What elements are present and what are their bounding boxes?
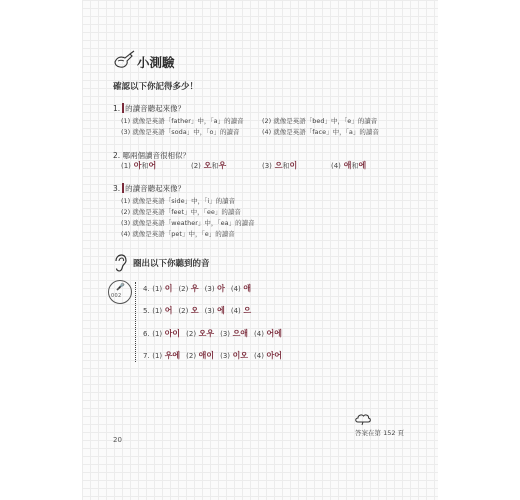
ear-icon <box>113 254 127 272</box>
q2-option-2[interactable]: (2) 오和우 <box>191 161 227 170</box>
audio-track-label: 002 <box>111 293 122 299</box>
q2-option-1[interactable]: (1) 아和어 <box>121 161 157 170</box>
page-title: 小測驗 <box>137 55 175 70</box>
q1-option-4[interactable]: (4) 就像是英語「face」中，「a」的讀音 <box>262 128 379 136</box>
listening-question-4: 4. (1) 이 (2) 우 (3) 아 (4) 애 <box>143 284 252 293</box>
listening-question-5: 5. (1) 어 (2) 오 (3) 에 (4) 으 <box>143 306 252 315</box>
q2-option-3[interactable]: (3) 으和이 <box>262 161 298 170</box>
q1-option-2[interactable]: (2) 就像是英語「bed」中，「e」的讀音 <box>262 117 378 125</box>
question-2-prompt: 2. 哪兩個讀音很相似？ <box>113 151 191 160</box>
listening-question-6: 6. (1) 아이 (2) 오우 (3) 으애 (4) 어에 <box>143 329 282 338</box>
page-subtitle: 確認以下你記得多少！ <box>113 82 199 92</box>
question-3-prompt: 3. 的讀音聽起來像？ <box>113 184 186 193</box>
dotted-divider <box>135 282 136 362</box>
microphone-icon: 🎤 <box>116 283 125 291</box>
q1-option-1[interactable]: (1) 就像是英語「father」中，「a」的讀音 <box>121 117 244 125</box>
thought-cloud-icon <box>354 412 372 426</box>
page-number: 20 <box>113 436 122 444</box>
vowel-stroke-glyph <box>122 103 124 113</box>
listening-question-7: 7. (1) 우에 (2) 애이 (3) 이오 (4) 아어 <box>143 351 282 360</box>
q2-option-4[interactable]: (4) 애和에 <box>331 161 367 170</box>
answer-page-note: 答案在第 152 頁 <box>355 429 405 437</box>
q1-option-3[interactable]: (3) 就像是英語「soda」中，「o」的讀音 <box>121 128 240 136</box>
q3-option-1[interactable]: (1) 就像是英語「side」中，「i」的讀音 <box>121 197 236 205</box>
vowel-stroke-glyph <box>122 183 124 193</box>
q3-option-2[interactable]: (2) 就像是英語「feet」中，「ee」的讀音 <box>121 208 241 216</box>
listening-title: 圈出以下你聽到的音 <box>133 259 210 269</box>
q3-option-3[interactable]: (3) 就像是英語「weather」中，「ea」的讀音 <box>121 219 255 227</box>
workbook-page <box>82 0 438 500</box>
q3-option-4[interactable]: (4) 就像是英語「pet」中，「e」的讀音 <box>121 230 235 238</box>
question-1-prompt: 1. 的讀音聽起來像？ <box>113 104 186 113</box>
writing-hand-icon <box>112 50 136 72</box>
